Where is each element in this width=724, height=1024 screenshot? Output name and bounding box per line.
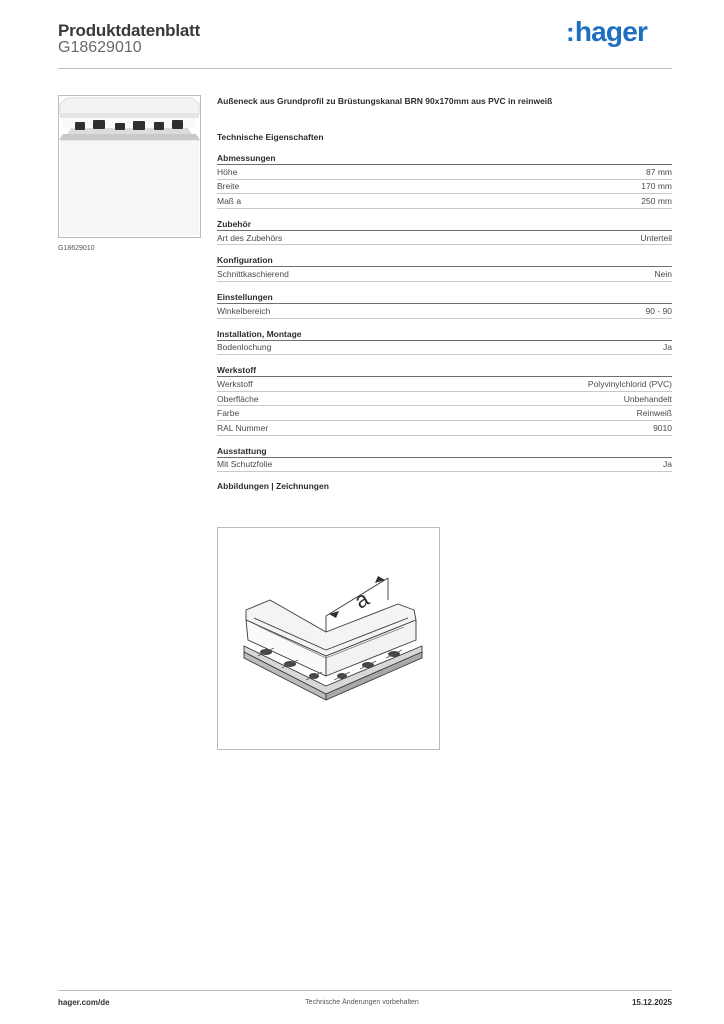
property-value: Nein: [654, 269, 672, 280]
property-row: [217, 458, 672, 473]
figures-heading: Abbildungen | Zeichnungen: [217, 481, 329, 492]
page-title: Produktdatenblatt: [58, 21, 201, 40]
property-label: Schnittkaschierend: [217, 269, 289, 280]
dimension-a-label: a: [350, 585, 374, 614]
product-details: [217, 96, 672, 495]
technical-drawing: [217, 527, 440, 750]
corner-drawing: [218, 528, 439, 749]
property-label: Maß a: [217, 195, 242, 206]
group-installation: [217, 329, 672, 356]
group-title: Zubehör: [217, 218, 251, 229]
group-settings: [217, 292, 672, 319]
property-row: [217, 392, 672, 407]
photo-caption: G18629010: [58, 245, 95, 252]
hager-logo: [566, 16, 647, 48]
property-value: 170 mm: [641, 181, 672, 192]
property-value: 250 mm: [641, 195, 672, 206]
property-row: [217, 377, 672, 392]
group-title: Werkstoff: [217, 365, 257, 376]
property-label: Breite: [217, 181, 240, 192]
property-value: Unbehandelt: [623, 393, 672, 404]
footer-divider: [58, 990, 672, 991]
article-number: G18629010: [58, 39, 142, 56]
property-value: 90 - 90: [645, 305, 672, 316]
header-divider: [58, 68, 672, 69]
property-label: Höhe: [217, 166, 238, 177]
property-label: Winkelbereich: [217, 305, 271, 316]
group-title: Installation, Montage: [217, 328, 302, 339]
group-dimensions: [217, 153, 672, 209]
property-label: Oberfläche: [217, 393, 259, 404]
logo-colon-icon: :: [566, 17, 574, 47]
property-row: [217, 165, 672, 180]
product-photo: [58, 95, 201, 238]
property-row: [217, 267, 672, 282]
property-value: Ja: [663, 459, 672, 470]
property-row: [217, 341, 672, 356]
property-row: [217, 406, 672, 421]
footer-date: 15.12.2025: [631, 998, 672, 1007]
properties-groups: [217, 153, 672, 472]
property-label: RAL Nummer: [217, 422, 269, 433]
property-value: 9010: [653, 422, 672, 433]
property-label: Werkstoff: [217, 378, 253, 389]
property-row: [217, 304, 672, 319]
group-material: [217, 365, 672, 435]
property-value: 87 mm: [646, 166, 672, 177]
property-row: [217, 421, 672, 436]
logo-text: hager: [574, 16, 648, 47]
group-configuration: [217, 255, 672, 282]
product-description: Außeneck aus Grundprofil zu Brüstungskanal BRN 90x170mm aus PVC in reinweiß: [217, 96, 553, 106]
group-equipment: [217, 446, 672, 473]
property-label: Farbe: [217, 408, 240, 419]
group-accessories: [217, 219, 672, 246]
property-row: [217, 194, 672, 209]
group-title: Konfiguration: [217, 255, 273, 266]
group-title: Abmessungen: [217, 153, 276, 163]
corner-piece-photo: [59, 96, 200, 237]
property-row: [217, 231, 672, 246]
property-value: Polyvinylchlorid (PVC): [587, 378, 672, 389]
technical-properties-heading: Technische Eigenschaften: [217, 132, 324, 142]
property-label: Art des Zubehörs: [217, 232, 283, 243]
property-value: Reinweiß: [636, 408, 672, 419]
group-title: Ausstattung: [217, 445, 267, 456]
group-title: Einstellungen: [217, 291, 273, 302]
property-value: Unterteil: [640, 232, 672, 243]
property-label: Bodenlochung: [217, 342, 272, 353]
property-value: Ja: [663, 342, 672, 353]
property-label: Mit Schutzfolie: [217, 459, 273, 470]
property-row: [217, 180, 672, 195]
footer-website-link[interactable]: hager.com/de: [58, 998, 110, 1007]
footer-notice: Technische Änderungen vorbehalten: [305, 999, 419, 1006]
